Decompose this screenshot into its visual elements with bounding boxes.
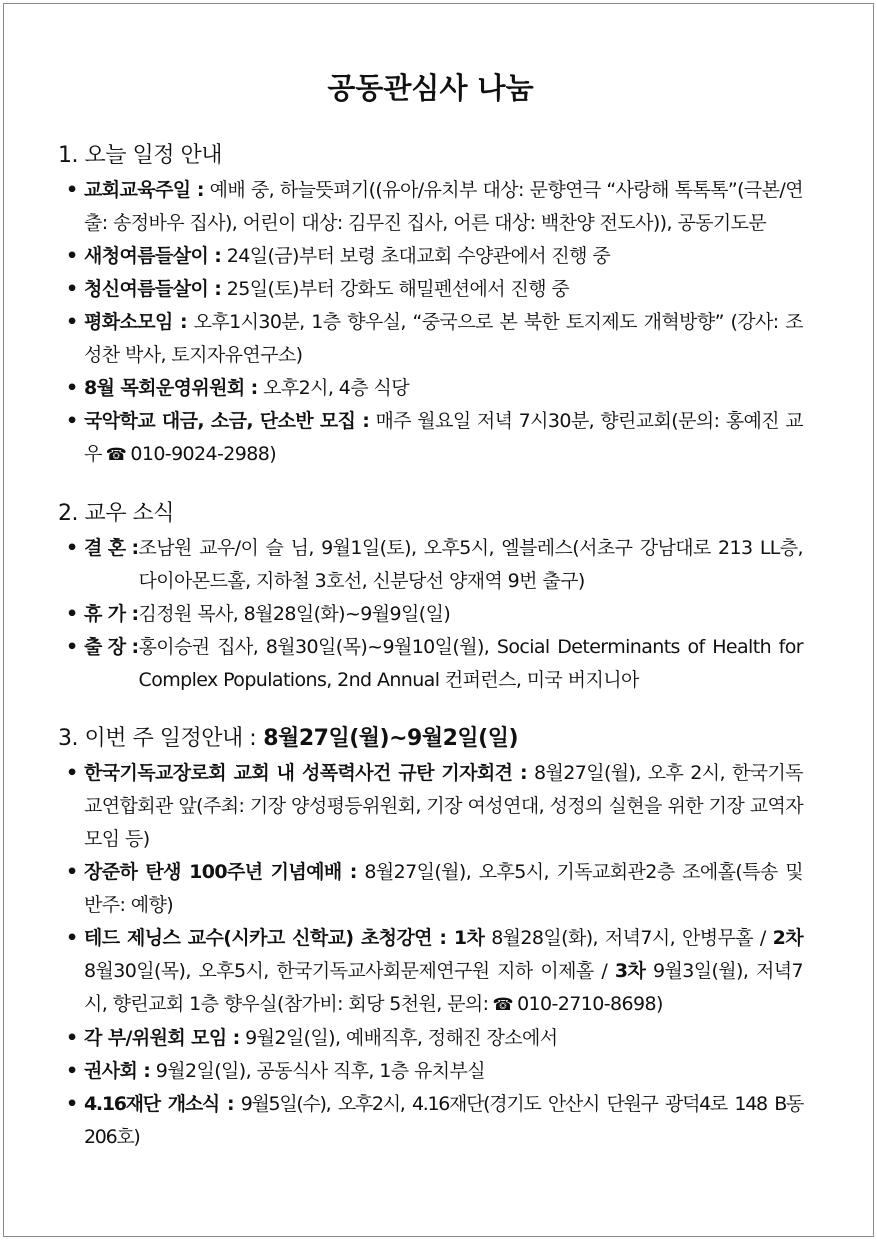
- list-item: [58, 372, 803, 405]
- item-label: 평화소모임 :: [84, 311, 187, 333]
- document-body: [58, 64, 803, 1178]
- section-heading-weekly: [58, 721, 803, 757]
- item-text: 9월3일(월), 저녁7시, 향린교회 1층 향우실(참가비: 회당 5천원, 문의:: [84, 960, 803, 1015]
- item-label: • 휴 가 :: [84, 603, 139, 625]
- phone-number: 010-9024-2988): [130, 443, 277, 465]
- list-item: [58, 174, 803, 240]
- list-item: [58, 757, 803, 856]
- item-label: 3차: [614, 960, 646, 982]
- item-text: 9월2일(일), 공동식사 직후, 1층 유치부실: [150, 1060, 486, 1082]
- list-item: [58, 405, 803, 472]
- item-text: 김정원 목사, 8월28일(화)~9월9일(일): [138, 603, 451, 625]
- list-item: [58, 856, 803, 922]
- today-schedule-list: [58, 174, 803, 472]
- list-item: [58, 598, 803, 631]
- item-text: 홍이승권 집사, 8월30일(목)~9월10일(월), Social Determinants of Health for Complex Populations, 2nd Annual 컨퍼런스, 미국 버지니아: [138, 636, 803, 691]
- item-label: 8월 목회운영위원회 :: [84, 377, 258, 399]
- item-text: 예배 중, 하늘뜻펴기((유아/유치부 대상: 문향연극 “사랑해 톡톡톡”(극본/연출: 송정바우 집사), 어린이 대상: 김무진 집사, 어른 대상: 백찬양 전도사)), 공동기도문: [84, 179, 803, 234]
- list-item: [58, 1088, 803, 1154]
- item-text: 매주 월요일 저녁 7시30분, 향린교회(문의: 홍예진 교우: [84, 410, 803, 465]
- list-item: [58, 1022, 803, 1055]
- item-text: 9월2일(일), 예배직후, 정해진 장소에서: [239, 1027, 558, 1049]
- item-text: 9월5일(수), 오후2시, 4.16재단(경기도 안산시 단원구 광덕4로 148 B동 206호): [84, 1093, 803, 1148]
- item-text: 8월27일(월), 오후5시, 기독교회관2층 조에홀(특송 및 반주: 예향): [84, 861, 804, 916]
- item-label: 새청여름들살이 :: [84, 245, 222, 267]
- list-item: [58, 631, 803, 697]
- item-text: 오후2시, 4층 식당: [257, 377, 409, 399]
- heading-text: 3. 이번 주 일정안내 :: [58, 726, 257, 751]
- list-item: [58, 240, 803, 273]
- item-label: 장준하 탄생 100주년 기념예배 :: [84, 861, 357, 883]
- item-label: • 출 장 :: [84, 636, 139, 658]
- item-label: 권사회 :: [84, 1060, 151, 1082]
- phone-icon: ☎: [105, 445, 127, 465]
- item-text: 조남원 교우/이 슬 님, 9월1일(토), 오후5시, 엘블레스(서초구 강남대로 213 LL층, 다이아몬드홀, 지하철 3호선, 신분당선 양재역 9번 출구): [138, 537, 803, 592]
- item-label: 4.16재단 개소식 :: [84, 1093, 234, 1115]
- page-title: 공동관심사 나눔: [327, 71, 534, 105]
- item-label: 각 부/위원회 모임 :: [84, 1027, 240, 1049]
- item-label: 교회교육주일 :: [84, 179, 204, 201]
- list-item: [58, 532, 803, 598]
- item-text: 8월28일(화), 저녁7시, 안병무홀 /: [484, 927, 773, 949]
- item-label: 한국기독교장로회 교회 내 성폭력사건 규탄 기자회견 :: [84, 762, 528, 784]
- section-heading-member-news: 2. 교우 소식: [58, 501, 174, 526]
- item-label: 테드 제닝스 교수(시카고 신학교) 초청강연 : 1차: [84, 927, 485, 949]
- item-text: 오후1시30분, 1층 향우실, “중국으로 본 북한 토지제도 개혁방향” (강사: 조성찬 박사, 토지자유연구소): [84, 311, 803, 366]
- item-text: 25일(토)부터 강화도 해밀펜션에서 진행 중: [221, 278, 570, 300]
- list-item: [58, 922, 803, 1022]
- item-text: 8월30일(목), 오후5시, 한국기독교사회문제연구원 지하 이제홀 /: [84, 960, 615, 982]
- list-item: [58, 1055, 803, 1088]
- member-news-list: [58, 532, 803, 697]
- item-text: 24일(금)부터 보령 초대교회 수양관에서 진행 중: [221, 245, 611, 267]
- section-heading-today: 1. 오늘 일정 안내: [58, 143, 222, 168]
- phone-number: 010-2710-8698): [517, 993, 663, 1015]
- item-label: 청신여름들살이 :: [84, 278, 222, 300]
- heading-date-range: 8월27일(월)~9월2일(일): [256, 726, 519, 751]
- item-label: 2차: [772, 927, 804, 949]
- item-label: 국악학교 대금, 소금, 단소반 모집 :: [84, 410, 370, 432]
- list-item: [58, 306, 803, 372]
- weekly-schedule-list: [58, 757, 803, 1154]
- item-label: • 결 혼 :: [84, 537, 139, 559]
- phone-icon: ☎: [492, 995, 514, 1015]
- list-item: [58, 273, 803, 306]
- item-text: 8월27일(월), 오후 2시, 한국기독교연합회관 앞(주최: 기장 양성평등위원회, 기장 여성연대, 성정의 실현을 위한 기장 교역자모임 등): [84, 762, 803, 850]
